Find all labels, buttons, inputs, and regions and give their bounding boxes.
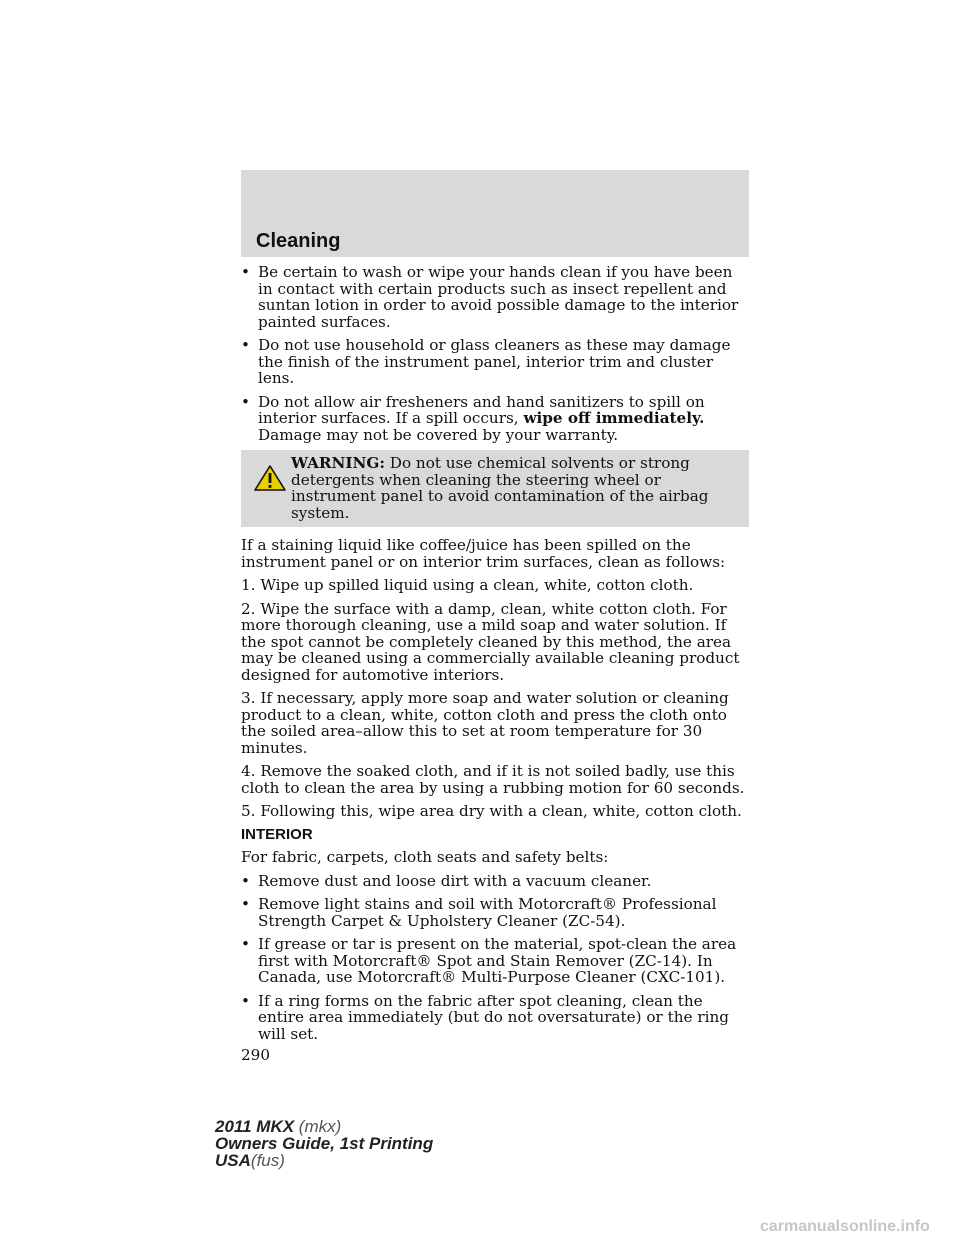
step-1: 1. Wipe up spilled liquid using a clean, white, cotton cloth.	[241, 576, 694, 594]
bullet-icon: •	[241, 263, 250, 281]
list-item	[241, 873, 749, 890]
intro-paragraph: If a staining liquid like coffee/juice has been spilled on the instrument panel or on interior trim surfaces, clean as follows:	[241, 536, 726, 571]
warning-box	[241, 450, 749, 527]
bullet-text-bold: wipe off immediately.	[523, 409, 705, 427]
list-item	[241, 896, 749, 929]
bullet-text: Be certain to wash or wipe your hands clean if you have been in contact with certain products such as insect repellent and suntan lotion in order to avoid possible damage to the interior painted surfaces.	[258, 263, 739, 331]
section-header	[241, 170, 749, 257]
document-footer	[215, 1118, 433, 1169]
list-item	[241, 264, 749, 330]
bullet-text-post: Damage may not be covered by your warranty.	[258, 425, 619, 444]
page-content	[241, 264, 749, 1064]
warning-label: WARNING:	[291, 454, 385, 472]
bullet-icon: •	[241, 935, 250, 953]
warning-triangle-icon	[253, 464, 287, 492]
bullet-text: If a ring forms on the fabric after spot cleaning, clean the entire area immediately (but do not oversaturate) or the ring will set.	[258, 991, 729, 1043]
bullet-text: Do not use household or glass cleaners as these may damage the finish of the instrument panel, interior trim and cluster lens.	[258, 336, 731, 387]
bullet-text-pre: Do not allow air fresheners and hand sanitizers to spill on interior surfaces. If a spill occurs,	[258, 392, 705, 427]
step-2: 2. Wipe the surface with a damp, clean, white cotton cloth. For more thorough cleaning, use a mild soap and water solution. If the spot cannot be completely cleaned by this method, the area may be cleaned using a commercially available cleaning product designed for automotive interiors.	[241, 599, 740, 684]
footer-model: 2011 MKX	[215, 1117, 295, 1136]
bullet-icon: •	[241, 991, 250, 1010]
bullet-text: If grease or tar is present on the material, spot-clean the area first with Motorcraft® Spot and Stain Remover (ZC-14). In Canada, use Motorcraft® Multi-Purpose Cleaner (CXC-101).	[258, 935, 737, 986]
bullet-text: Remove dust and loose dirt with a vacuum cleaner.	[258, 871, 652, 890]
footer-model-code: (mkx)	[298, 1117, 342, 1136]
interior-heading: INTERIOR	[241, 825, 313, 843]
step-4: 4. Remove the soaked cloth, and if it is not soiled badly, use this cloth to clean the area by using a rubbing motion for 60 seconds.	[241, 762, 745, 797]
bullet-text: Remove light stains and soil with Motorcraft® Professional Strength Carpet & Upholstery Cleaner (ZC-54).	[258, 895, 717, 930]
list-item	[241, 337, 749, 387]
section-title: Cleaning	[256, 230, 341, 252]
footer-edition: Owners Guide, 1st Printing	[215, 1134, 434, 1153]
bullet-icon: •	[241, 871, 250, 890]
bullet-icon: •	[241, 336, 250, 354]
interior-intro: For fabric, carpets, cloth seats and safety belts:	[241, 848, 609, 866]
footer-market: USA	[215, 1151, 251, 1170]
bullet-icon: •	[241, 392, 250, 411]
list-item	[241, 993, 749, 1043]
list-item	[241, 394, 749, 444]
warning-text: Do not use chemical solvents or strong detergents when cleaning the steering wheel or instrument panel to avoid contamination of the airbag system.	[291, 454, 709, 522]
step-5: 5. Following this, wipe area dry with a clean, white, cotton cloth.	[241, 802, 742, 820]
list-item	[241, 936, 749, 986]
footer-market-code: (fus)	[250, 1151, 285, 1170]
page-number: 290	[241, 1046, 270, 1064]
step-3: 3. If necessary, apply more soap and water solution or cleaning product to a clean, white, cotton cloth and press the cloth onto the soiled area–allow this to set at room temperature for 30 minutes.	[241, 689, 729, 757]
bullet-icon: •	[241, 895, 250, 913]
watermark: carmanualsonline.info	[760, 1218, 930, 1235]
